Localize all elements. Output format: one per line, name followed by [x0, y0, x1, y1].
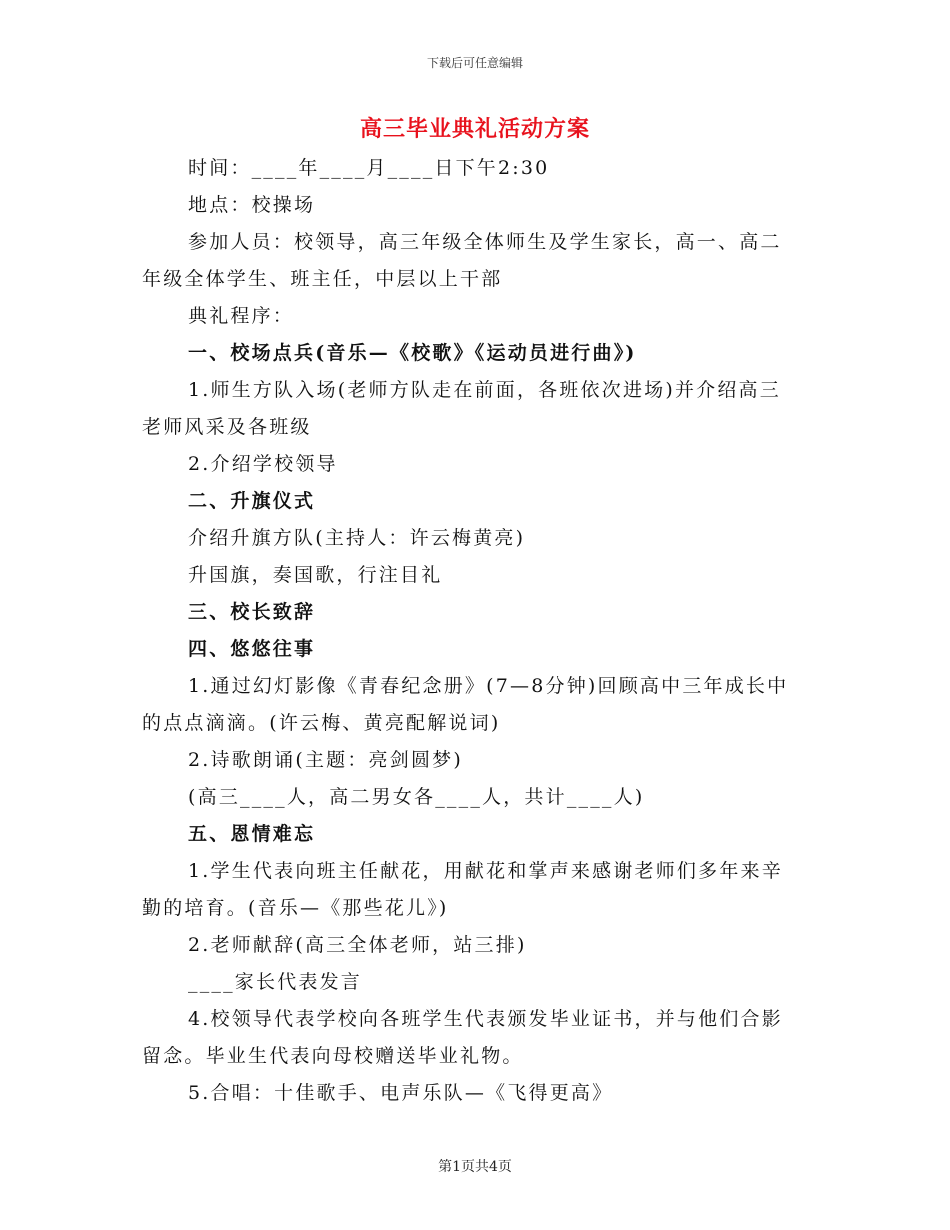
list-item: 1.师生方队入场(老师方队走在前面，各班依次进场)并介绍高三老师风采及各班级 — [142, 379, 781, 438]
list-item: 2.介绍学校领导 — [188, 453, 338, 475]
paragraph-procedure-label: 典礼程序： — [188, 305, 295, 327]
paragraph-time: 时间：____年____月____日下午2:30 — [188, 157, 550, 179]
paragraph-participants: 参加人员：校领导，高三年级全体师生及学生家长，高一、高二年级全体学生、班主任，中层以上干部 — [142, 231, 782, 290]
list-item: 1.通过幻灯影像《青春纪念册》(7—8分钟)回顾高中三年成长中的点点滴滴。(许云梅、黄亮配解说词) — [142, 675, 789, 734]
section-heading-4: 四、悠悠往事 — [188, 638, 316, 660]
paragraph-location: 地点：校操场 — [188, 194, 316, 216]
document-title: 高三毕业典礼活动方案 — [359, 116, 590, 142]
list-item: 5.合唱：十佳歌手、电声乐队—《飞得更高》 — [188, 1082, 614, 1104]
page-footer: 第1页共4页 — [438, 1159, 512, 1175]
list-item: ____家长代表发言 — [188, 971, 363, 993]
list-item: 1.学生代表向班主任献花，用献花和掌声来感谢老师们多年来辛勤的培育。(音乐—《那些花儿》) — [142, 860, 783, 919]
section-heading-1: 一、校场点兵(音乐—《校歌》《运动员进行曲》) — [188, 342, 637, 364]
list-item: 2.诗歌朗诵(主题：亮剑圆梦) — [188, 749, 463, 771]
list-item: 4.校领导代表学校向各班学生代表颁发毕业证书，并与他们合影留念。毕业生代表向母校赠送毕业礼物。 — [142, 1008, 783, 1067]
list-item: 升国旗，奏国歌，行注目礼 — [188, 564, 443, 586]
header-note: 下载后可任意编辑 — [426, 56, 523, 70]
list-item: 2.老师献辞(高三全体老师，站三排) — [188, 934, 527, 956]
section-heading-2: 二、升旗仪式 — [188, 490, 316, 512]
list-item: (高三____人，高二男女各____人，共计____人) — [188, 786, 645, 808]
section-heading-3: 三、校长致辞 — [188, 601, 316, 623]
list-item: 介绍升旗方队(主持人：许云梅黄亮) — [188, 527, 526, 549]
section-heading-5: 五、恩情难忘 — [188, 823, 316, 845]
document-body — [142, 150, 802, 1112]
